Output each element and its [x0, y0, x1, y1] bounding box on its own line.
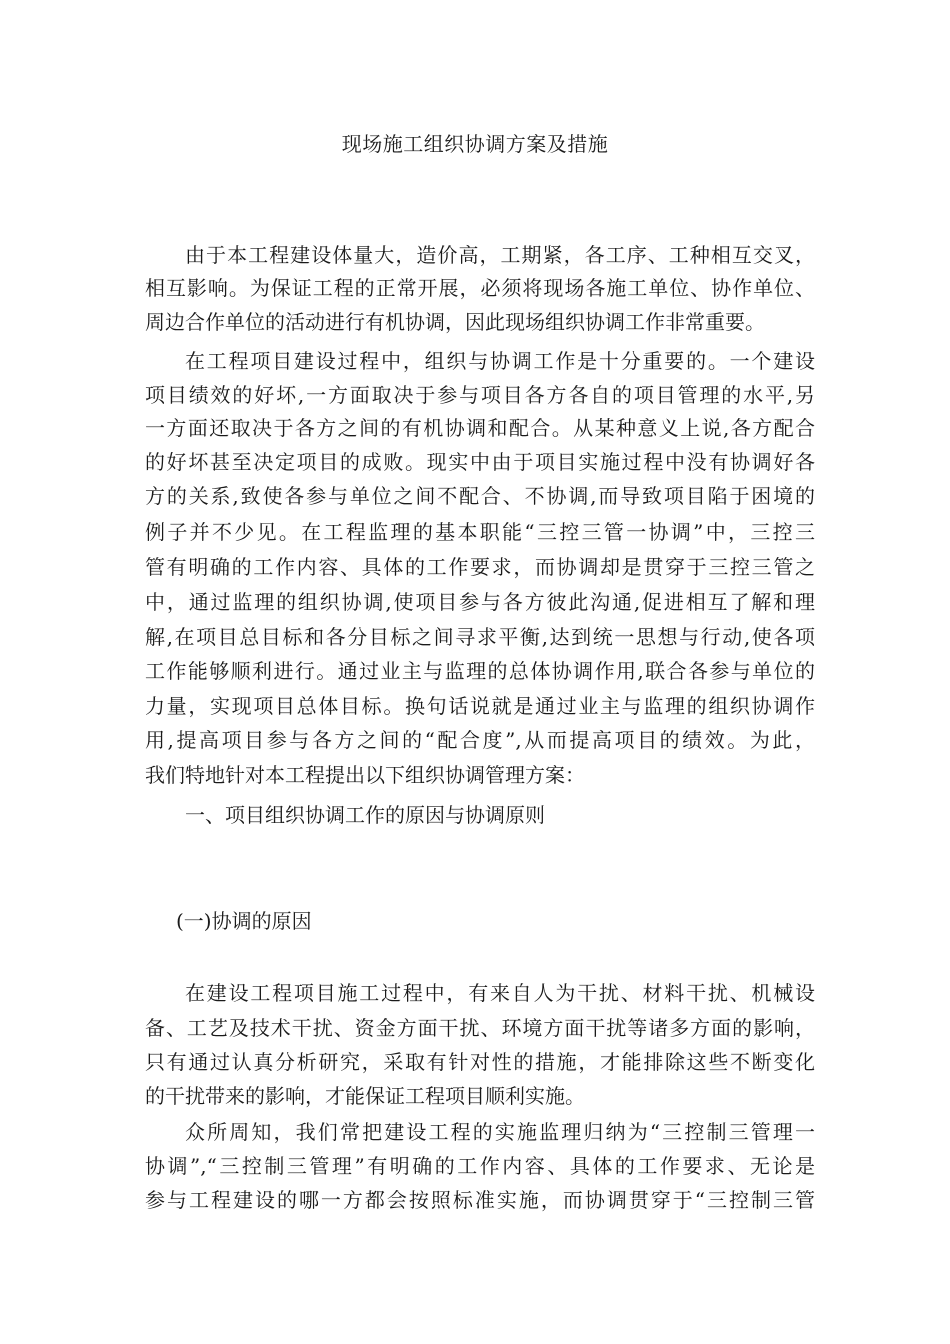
paragraph-2-line-12: 用,提高项目参与各方之间的“配合度”,从而提高项目的绩效。为此， [145, 728, 815, 752]
paragraph-2-line-13: 我们特地针对本工程提出以下组织协调管理方案： [145, 763, 585, 787]
paragraph-2-line-6: 例子并不少见。在工程监理的基本职能“三控三管一协调”中，三控三 [145, 520, 815, 544]
paragraph-4-line-3: 参与工程建设的哪一方都会按照标准实施，而协调贯穿于“三控制三管 [145, 1188, 815, 1212]
paragraph-3-line-4: 的干扰带来的影响，才能保证工程项目顺利实施。 [145, 1084, 585, 1108]
paragraph-2-line-4: 的好坏甚至决定项目的成败。现实中由于项目实施过程中没有协调好各 [145, 450, 815, 474]
document-title: 现场施工组织协调方案及措施 [341, 132, 609, 156]
paragraph-3-line-1: 在建设工程项目施工过程中，有来自人为干扰、材料干扰、机械设 [185, 981, 815, 1005]
paragraph-2-line-3: 一方面还取决于各方之间的有机协调和配合。从某种意义上说,各方配合 [145, 416, 815, 440]
paragraph-1-line-2: 相互影响。为保证工程的正常开展，必须将现场各施工单位、协作单位、 [145, 276, 815, 300]
paragraph-2-line-11: 力量，实现项目总体目标。换句话说就是通过业主与监理的组织协调作 [145, 694, 815, 718]
paragraph-3-line-2: 备、工艺及技术干扰、资金方面干扰、环境方面干扰等诸多方面的影响， [145, 1016, 815, 1040]
paragraph-4-line-1: 众所周知，我们常把建设工程的实施监理归纳为“三控制三管理一 [185, 1120, 815, 1144]
paragraph-2-line-8: 中，通过监理的组织协调,使项目参与各方彼此沟通,促进相互了解和理 [145, 590, 815, 614]
paragraph-2-line-1: 在工程项目建设过程中，组织与协调工作是十分重要的。一个建设 [185, 349, 815, 373]
section-heading-1: 一、项目组织协调工作的原因与协调原则 [185, 803, 545, 827]
paragraph-2-line-2: 项目绩效的好坏,一方面取决于参与项目各方各自的项目管理的水平,另 [145, 383, 815, 407]
paragraph-2-line-9: 解,在项目总目标和各分目标之间寻求平衡,达到统一思想与行动,使各项 [145, 625, 815, 649]
subsection-heading-1: (一)协调的原因 [176, 909, 312, 933]
paragraph-3-line-3: 只有通过认真分析研究，采取有针对性的措施，才能排除这些不断变化 [145, 1050, 815, 1074]
paragraph-1-line-3: 周边合作单位的活动进行有机协调，因此现场组织协调工作非常重要。 [145, 310, 765, 334]
paragraph-2-line-5: 方的关系,致使各参与单位之间不配合、不协调,而导致项目陷于困境的 [145, 484, 815, 508]
paragraph-2-line-10: 工作能够顺利进行。通过业主与监理的总体协调作用,联合各参与单位的 [145, 659, 815, 683]
paragraph-4-line-2: 协调”,“三控制三管理”有明确的工作内容、具体的工作要求、无论是 [145, 1154, 815, 1178]
paragraph-1-line-1: 由于本工程建设体量大，造价高，工期紧，各工序、工种相互交叉， [185, 243, 815, 267]
paragraph-2-line-7: 管有明确的工作内容、具体的工作要求，而协调却是贯穿于三控三管之 [145, 555, 815, 579]
